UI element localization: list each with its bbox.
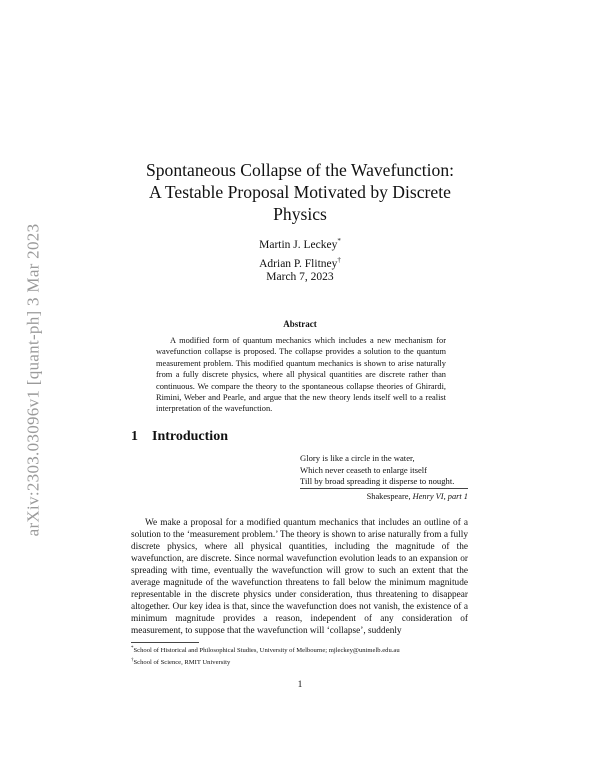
author-name: Adrian P. Flitney <box>259 257 338 270</box>
author-footnote-mark[interactable]: * <box>337 237 341 245</box>
epigraph-divider <box>300 488 468 489</box>
author-name: Martin J. Leckey <box>259 238 338 251</box>
footnote-mark: † <box>131 657 134 663</box>
author-footnote-mark[interactable]: † <box>337 255 341 264</box>
section-title: Introduction <box>152 429 228 444</box>
footnote-divider <box>131 642 199 643</box>
abstract-text: A modified form of quantum mechanics which includes a new mechanism for wavefunction collapse is proposed. The collapse provides a solution to the quantum measurement problem. This modified quantum mechanics is shown to arise naturally from a fully discrete physics, where all physical quantities are discrete rather than continuous. We compare the theory to the spontaneous collapse theories of Ghirardi, Rimini, Weber and Pearle, and argue that the new theory lends itself well to a realist interpretation of the wavefunction. <box>156 336 446 414</box>
footnote-text: School of Science, RMIT University <box>133 658 231 666</box>
paper-date: March 7, 2023 <box>266 271 334 283</box>
epigraph <box>300 453 454 488</box>
arxiv-identifier-stamp <box>18 200 48 560</box>
section-number: 1 <box>131 429 138 444</box>
title-line: Spontaneous Collapse of the Wavefunction: <box>145 160 455 180</box>
introduction-paragraph: We make a proposal for a modified quantum mechanics that includes an outline of a solution to the ‘measurement problem.’ The theory is shown to arise naturally from a fully discrete physics, where all physical quantities, including the magnitude of the wavefunction, are discrete. Since normal wavefunction evolution leads to an expansion or spreading with time, eventually the wavefunction will grow to such an extent that the average magnitude of the wavefunction threatens to fall below the minimum magnitude representable in the discrete physics under consideration, thus threatening to disappear altogether. Our key idea is that, since the wavefunction does not vanish, the existence of a minimum magnitude provides a reason, independent of any consideration of measurement, to suppose that the wavefunction will ‘collapse’, suddenly <box>131 518 468 637</box>
footnotes <box>131 644 400 667</box>
footnote-item <box>131 644 400 656</box>
title-line: A Testable Proposal Motivated by Discrete <box>149 182 451 202</box>
title-line: Physics <box>273 204 327 224</box>
paper-title <box>120 159 480 225</box>
section-heading <box>131 429 228 445</box>
arxiv-id-text: arXiv:2303.03096v1 [quant-ph] 3 Mar 2023 <box>23 223 43 537</box>
page-number: 1 <box>297 680 303 690</box>
epigraph-line: Which never ceaseth to enlarge itself <box>300 464 428 475</box>
epigraph-line: Glory is like a circle in the water, <box>300 453 415 463</box>
footnote-item <box>131 656 400 668</box>
epigraph-author: Shakespeare, <box>366 492 411 501</box>
author-entry <box>200 253 400 272</box>
abstract-heading: Abstract <box>283 319 317 329</box>
footnote-text: School of Historical and Philosophical Studies, University of Melbourne; mjleckey@unimelb.edu.au <box>133 647 400 655</box>
epigraph-line: Till by broad spreading it disperse to nought. <box>300 476 455 487</box>
author-list <box>200 234 400 272</box>
footnote-mark: * <box>131 646 134 651</box>
epigraph-work: Henry VI, part 1 <box>412 492 468 501</box>
epigraph-attribution <box>367 492 468 501</box>
author-entry <box>200 234 400 253</box>
